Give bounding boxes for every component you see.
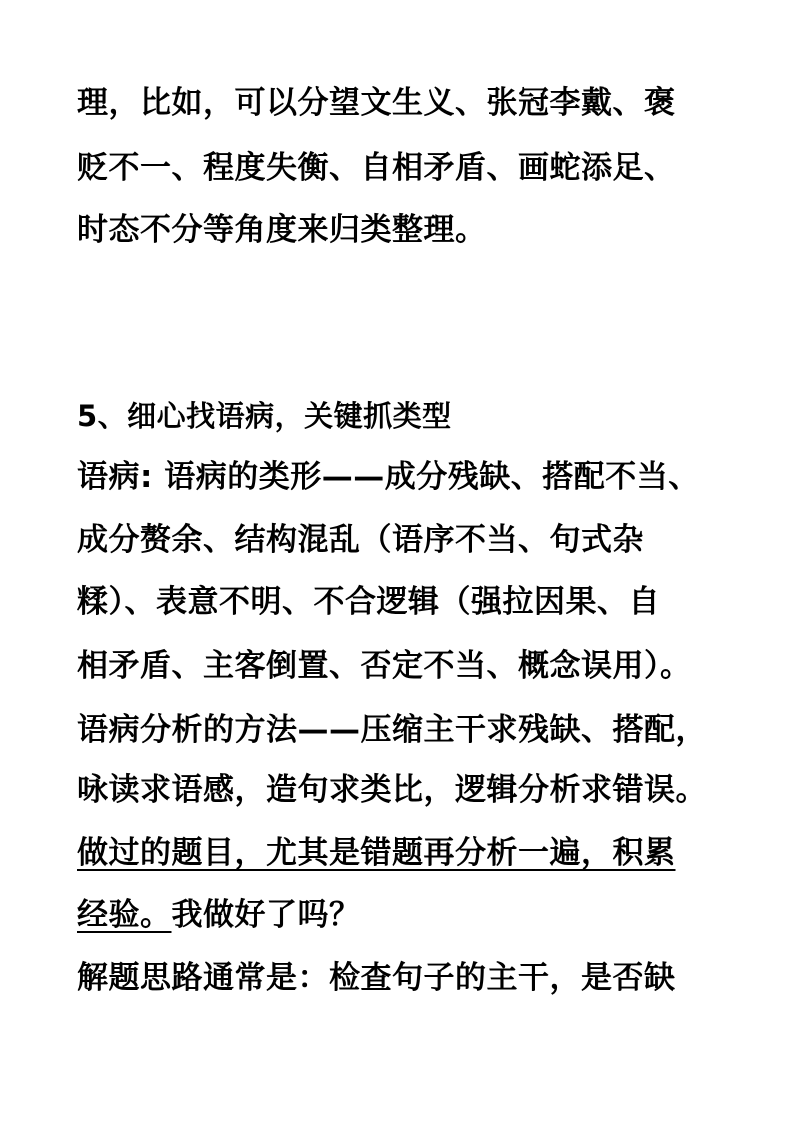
self-check-question: 我做好了吗？: [171, 897, 361, 933]
body-line-3: 糅）、表意不明、不合逻辑（强拉因果、自: [77, 584, 660, 620]
body-line-8: [77, 895, 747, 935]
section-heading: 5、细心找语病，关键抓类型: [77, 399, 452, 433]
paragraph-line-3: 时态不分等角度来归类整理。: [77, 212, 487, 248]
body-line-2: 成分赘余、结构混乱（语序不当、句式杂: [77, 522, 644, 558]
paragraph-line-2: 贬不一、程度失衡、自相矛盾、画蛇添足、: [77, 150, 676, 186]
body-line-1: 语病: 语病的类形——成分残缺、搭配不当、: [77, 459, 700, 495]
underlined-line: 做过的题目，尤其是错题再分析一遍，积累: [77, 835, 676, 871]
body-line-5: 语病分析的方法——压缩主干求残缺、搭配，: [77, 712, 707, 748]
body-line-9: 解题思路通常是：检查句子的主干，是否缺: [77, 960, 676, 996]
paragraph-line-1: 理，比如，可以分望文生义、张冠李戴、褒: [77, 85, 676, 121]
body-line-4: 相矛盾、主客倒置、否定不当、概念误用）。: [77, 648, 692, 684]
body-line-6: 咏读求语感，造句求类比，逻辑分析求错误。: [77, 772, 707, 808]
underlined-tail: 经验。: [77, 897, 172, 933]
